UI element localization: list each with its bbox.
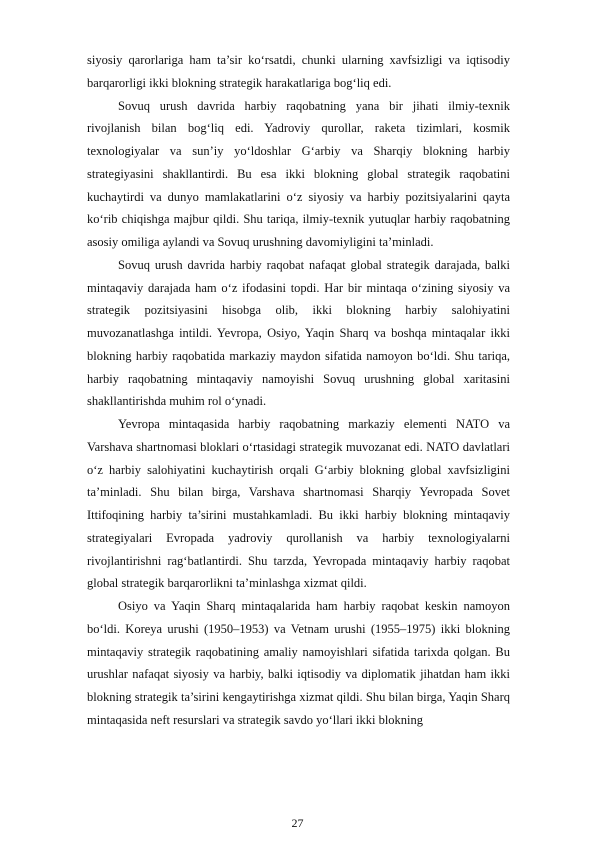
page-number: 27 — [291, 816, 304, 830]
paragraph-5: Osiyo va Yaqin Sharq mintaqalarida ham harbiy raqobat keskin namoyon bo‘ldi. Koreya urushi (1950–1953) va Vetnam urushi (1955–1975) ikki blokning mintaqaviy strategik raqobatining amaliy namoyishlari sifatida tarixda qolgan. Bu urushlar nafaqat siyosiy va harbiy, balki iqtisodiy va diplomatik jihatdan ham ikki blokning strategik ta’sirini kengaytirishga xizmat qildi. Shu bilan birga, Yaqin Sharq mintaqasida neft resurslari va strategik savdo yo‘llari ikki blokning — [87, 599, 510, 727]
paragraph-2: Sovuq urush davrida harbiy raqobatning yana bir jihati ilmiy-texnik rivojlanish bilan bog‘liq edi. Yadroviy qurollar, raketa tizimlari, kosmik texnologiyalar va sun’iy yo‘ldoshlar G‘arbiy va Sharqiy blokning harbiy strategiyasini shakllantirdi. Bu esa ikki blokning global strategik raqobatini kuchaytirdi va dunyo mamlakatlarini o‘z siyosiy va harbiy pozitsiyalarini qayta ko‘rib chiqishga majbur qildi. Shu tariqa, ilmiy-texnik yutuqlar harbiy raqobatning asosiy omiliga aylandi va Sovuq urushning davomiyligini ta’minladi. — [87, 98, 510, 249]
paragraph-1: siyosiy qarorlariga ham ta’sir ko‘rsatdi, chunki ularning xavfsizligi va iqtisodiy barqarorligi ikki blokning strategik harakatlariga bog‘liq edi. — [87, 53, 510, 90]
paragraph-3: Sovuq urush davrida harbiy raqobat nafaqat global strategik darajada, balki mintaqaviy darajada ham o‘z ifodasini topdi. Har bir mintaqa o‘zining siyosiy va strategik pozitsiyasini hisobga olib, ikki blokning harbiy salohiyatini muvozanatlashga intildi. Yevropa, Osiyo, Yaqin Sharq va boshqa mintaqalar ikki blokning harbiy raqobatida markaziy maydon sifatida namoyon bo‘ldi. Shu tariqa, harbiy raqobatning mintaqaviy namoyishi Sovuq urushning global xaritasini shakllantirishda muhim rol o‘ynadi. — [87, 257, 510, 409]
paragraph-4: Yevropa mintaqasida harbiy raqobatning markaziy elementi NATO va Varshava shartnomasi bloklari o‘rtasidagi strategik muvozanat edi. NATO davlatlari o‘z harbiy salohiyatini kuchaytirish orqali G‘arbiy blokning global xavfsizligini ta’minladi. Shu bilan birga, Varshava shartnomasi Sharqiy Yevropada Sovet Ittifoqining harbiy ta’sirini mustahkamladi. Bu ikki harbiy blokning mintaqaviy strategiyalari Evropada yadroviy qurollanish va harbiy texnologiyalarni rivojlantirishni rag‘batlantirdi. Shu tarzda, Yevropada mintaqaviy harbiy raqobat global strategik barqarorlikni ta’minlashga xizmat qildi. — [87, 417, 510, 591]
page-body — [87, 49, 510, 732]
